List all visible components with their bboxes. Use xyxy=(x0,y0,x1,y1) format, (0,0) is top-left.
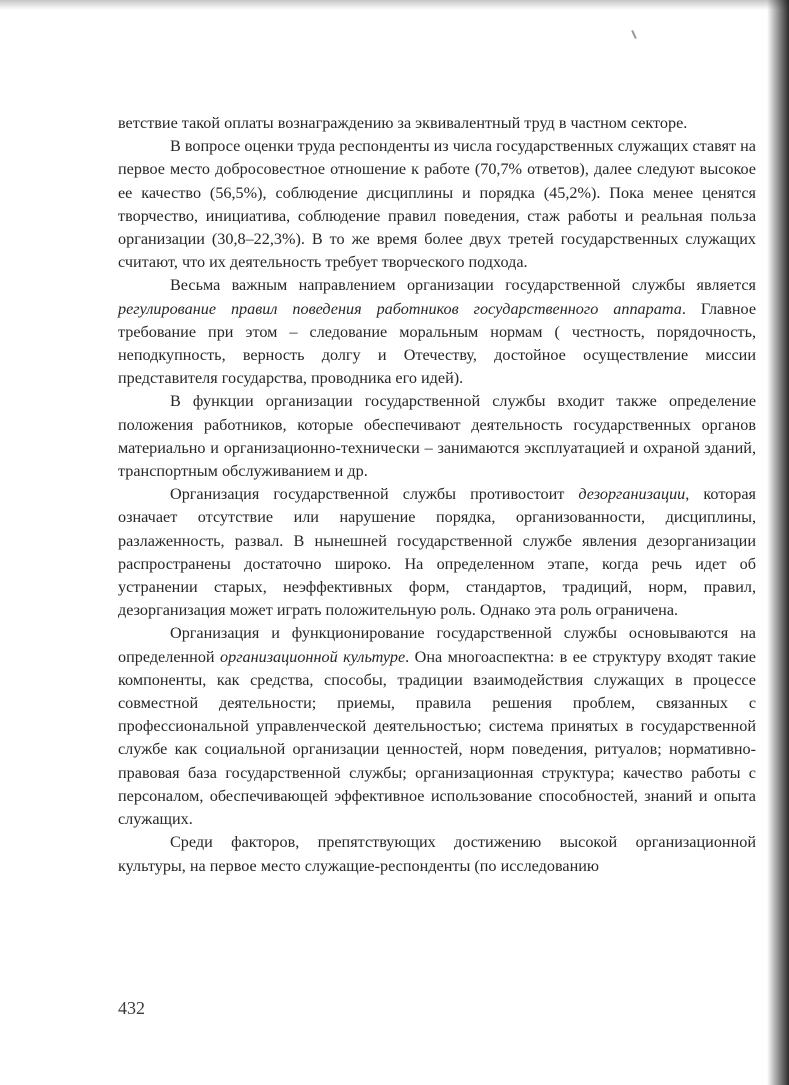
scan-top-shadow xyxy=(0,0,789,10)
paragraph-6 xyxy=(118,831,756,877)
text-run: , которая означает отсутствие или нарушение порядка, организованности, дисциплины, разлаженность, развал. В нынешней государственной службе явления дезорганизации распространены достаточно широко. На определенном этапе, когда речь идет об устранении старых, неэффективных форм, стандартов, традиций, норм, правил, дезорганизация может играть положительную роль. Однако эта роль ограничена. xyxy=(118,485,756,620)
text-run: В функции организации государственной службы входит также определение положения работников, которые обеспечивают деятельность государственных органов материально и организационно-технически – занимаются эксплуатацией и охраной зданий, транспортным обслуживанием и др. xyxy=(118,392,756,481)
text-run: Организация и функционирование государственной службы основываются на определенной xyxy=(118,624,756,666)
italic-term: дезорганизации xyxy=(578,485,686,504)
scan-right-edge-shadow xyxy=(767,0,789,1085)
italic-term: организационной культуре xyxy=(220,647,406,666)
paragraph-2 xyxy=(118,274,756,390)
text-run: ветствие такой оплаты вознаграждению за эквивалентный труд в частном секторе. xyxy=(118,114,688,132)
body-text xyxy=(118,112,756,878)
text-run: . Она многоаспектна: в ее структуру входят такие компоненты, как средства, способы, традиции взаимодействия служащих в процессе совместной деятельности; приемы, правила решения проблем, связанных с профессиональной управленческой деятельностью; система принятых в государственной службе как социальной организации ценностей, норм поведения, ритуалов; нормативно-правовая база государственной службы; организационная структура; качество работы с персоналом, обеспечивающей эффективное использование способностей, знаний и опыта служащих. xyxy=(118,647,756,829)
paragraph-5 xyxy=(118,622,756,831)
page-number: 432 xyxy=(118,998,145,1018)
text-run: Организация государственной службы противостоит xyxy=(170,485,579,504)
paragraph-4 xyxy=(118,483,756,622)
paragraph-0 xyxy=(118,112,756,135)
paragraph-3 xyxy=(118,390,756,483)
scan-speck xyxy=(631,30,637,39)
italic-term: регулирование правил поведения работников государственного аппарата xyxy=(118,299,682,318)
text-run: Среди факторов, препятствующих достижению высокой организационной культуры, на первое место служащие-респонденты (по исследованию xyxy=(118,833,756,875)
text-run: В вопросе оценки труда респонденты из числа государственных служащих ставят на первое место добросовестное отношение к работе (70,7% ответов), далее следуют высокое ее качество (56,5%), соблюдение дисциплины и порядка (45,2%). Пока менее ценятся творчество, инициатива, соблюдение правил поведения, стаж работы и реальная польза организации (30,8–22,3%). В то же время более двух третей государственных служащих считают, что их деятельность требует творческого подхода. xyxy=(118,137,756,272)
text-run: Весьма важным направлением организации государственной службы является xyxy=(170,276,756,295)
paragraph-1 xyxy=(118,135,756,274)
text-run: . Главное требование при этом – следование моральным нормам ( честность, порядочность, неподкупность, верность долгу и Отечеству, достойное осуществление миссии представителя государства, проводника его идей). xyxy=(118,299,757,388)
